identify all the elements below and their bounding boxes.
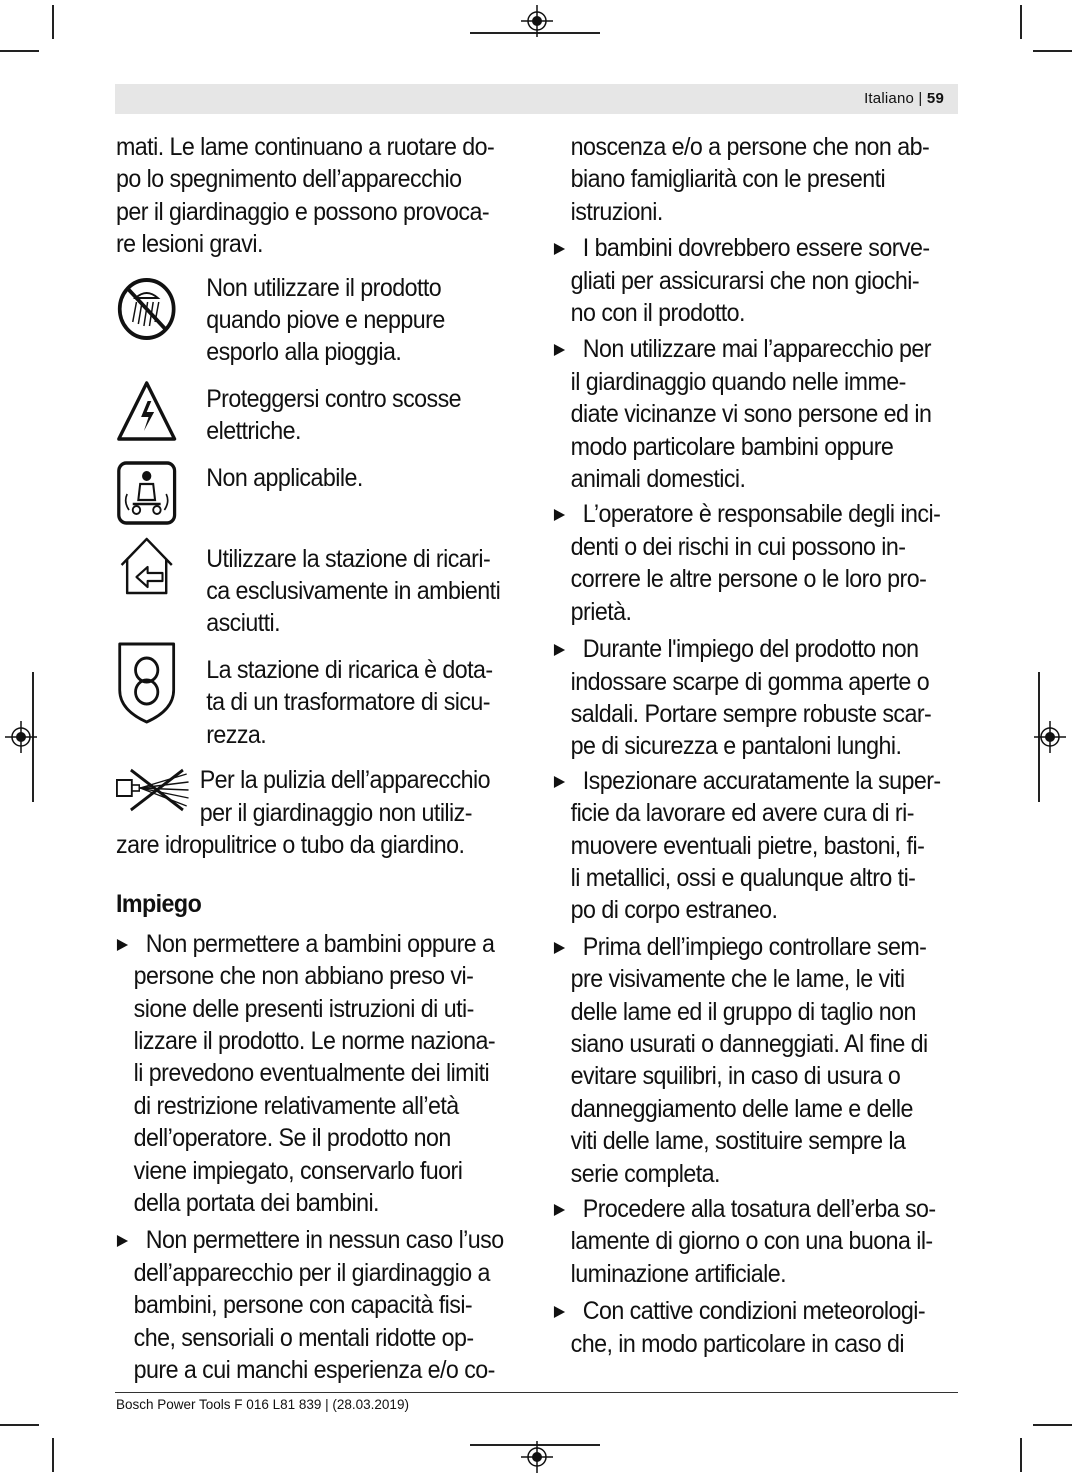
bullet-item	[553, 633, 967, 763]
bullet-text-line: Ispezionare accuratamente la super-	[582, 766, 941, 795]
bullet-text-line: ficie da lavorare ed avere cura di ri-	[570, 799, 914, 828]
bullet-text-line: Non permettere a bambini oppure a	[145, 929, 495, 958]
crop-mark	[1020, 1438, 1022, 1472]
bullet-text-line: sione delle presenti istruzioni di uti-	[133, 994, 474, 1023]
bullet-text-line: li metallici, ossi e qualunque altro ti-	[570, 863, 916, 892]
crop-mark	[1033, 1424, 1072, 1426]
symbol-row-safety-transformer	[116, 654, 525, 751]
bullet-text-line: pre visivamente che le lame, le viti	[570, 965, 905, 994]
symbol-text-line: Non utilizzare il prodotto	[206, 273, 442, 302]
bullet-text-line: danneggiamento delle lame e delle	[570, 1094, 913, 1123]
bullet-text-line: delle lame ed il gruppo di taglio non	[570, 997, 916, 1026]
symbol-text-line: Per la pulizia dell’apparecchio	[199, 766, 491, 795]
text-line: biano famigliarità con le presenti	[570, 165, 886, 194]
bullet-text-line: muovere eventuali pietre, bastoni, fi-	[570, 831, 925, 860]
registration-mark-icon	[521, 1441, 553, 1473]
page-number: 59	[926, 90, 944, 107]
bullet-text-line: siano usurati o danneggiati. Al fine di	[570, 1029, 928, 1058]
registration-mark-icon	[1034, 721, 1066, 753]
text-line: po lo spegnimento dell’apparecchio	[116, 165, 462, 194]
bullet-item	[553, 232, 967, 329]
crop-mark	[0, 50, 39, 52]
continuation-paragraph	[553, 131, 967, 228]
bullet-text-line: Durante l'impiego del prodotto non	[582, 635, 919, 664]
header-language: Italiano	[864, 90, 915, 107]
text-line: noscenza e/o a persone che non ab-	[570, 133, 930, 161]
footer-text: Bosch Power Tools F 016 L81 839 | (28.03.2019)	[116, 1397, 409, 1412]
bullet-text-line: viti delle lame, sostituire sempre la	[570, 1127, 906, 1156]
crop-mark	[52, 1438, 54, 1472]
bullet-text-line: diate vicinanze vi sono persone ed in	[570, 400, 932, 429]
bullet-text-line: dell’apparecchio per il giardinaggio a	[133, 1258, 490, 1287]
bullet-text-line: po di corpo estraneo.	[570, 896, 778, 925]
symbol-text-line: zare idropulitrice o tubo da giardino.	[116, 830, 465, 859]
safety-transformer-icon	[116, 640, 177, 724]
bullet-text-line: lizzare il prodotto. Le norme naziona-	[133, 1026, 496, 1055]
symbol-text-line: esporlo alla pioggia.	[206, 338, 402, 367]
crop-mark	[0, 1424, 39, 1426]
bullet-item	[553, 498, 967, 628]
bullet-arrow-icon	[554, 1204, 565, 1216]
bullet-item	[553, 931, 967, 1190]
bullet-text-line: correre le altre persone o le loro pro-	[570, 565, 927, 594]
bullet-text-line: Non permettere in nessun caso l’uso	[145, 1226, 504, 1255]
bullet-text-line: denti o dei rischi in cui possono in-	[570, 532, 906, 561]
bullet-text-line: saldali. Portare sempre robuste scar-	[570, 699, 932, 728]
bullet-text-line: li prevedono eventualmente dei limiti	[133, 1059, 490, 1088]
symbol-text-line: quando piove e neppure	[206, 306, 445, 335]
symbol-text-line: La stazione di ricarica è dota-	[206, 655, 493, 684]
crop-mark	[1020, 5, 1022, 39]
no-water-jet-icon	[116, 766, 190, 822]
bullet-arrow-icon	[554, 776, 565, 788]
symbol-row-indoor-use	[116, 543, 525, 640]
bullet-text-line: dell’operatore. Se il prodotto non	[133, 1124, 451, 1153]
crop-mark	[52, 5, 54, 39]
indoor-use-icon	[116, 533, 177, 599]
bullet-text-line: il giardinaggio quando nelle imme-	[570, 367, 906, 396]
bullet-arrow-icon	[117, 939, 128, 951]
bullet-arrow-icon	[554, 1306, 565, 1318]
bullet-arrow-icon	[554, 644, 565, 656]
symbol-row-no-water-jet	[116, 764, 525, 861]
registration-mark-icon	[5, 721, 37, 753]
bullet-item	[116, 1224, 525, 1386]
bullet-text-line: evitare squilibri, in caso di usura o	[570, 1062, 901, 1091]
ride-on-mower-icon	[116, 460, 177, 526]
symbol-row-not-applicable	[116, 462, 525, 520]
symbol-text-line: Proteggersi contro scosse	[206, 384, 462, 413]
page-header	[115, 84, 958, 114]
bullet-text-line: indossare scarpe di gomma aperte o	[570, 667, 930, 696]
bullet-text-line: no con il prodotto.	[570, 299, 745, 328]
bullet-text-line: persone che non abbiano preso vi-	[133, 962, 474, 991]
bullet-item	[553, 765, 967, 927]
bullet-text-line: luminazione artificiale.	[570, 1259, 787, 1288]
text-line: per il giardinaggio e possono provoca-	[116, 197, 490, 226]
no-rain-icon	[116, 276, 177, 342]
bullet-text-line: Con cattive condizioni meteorologi-	[582, 1297, 926, 1326]
bullet-item	[116, 928, 525, 1220]
symbol-text-line: per il giardinaggio non utiliz-	[199, 798, 472, 827]
bullet-arrow-icon	[554, 243, 565, 255]
bullet-arrow-icon	[554, 942, 565, 954]
symbol-text-line: elettriche.	[206, 417, 301, 446]
electric-shock-warning-icon	[116, 379, 177, 445]
bullet-item	[553, 1295, 967, 1360]
text-line: re lesioni gravi.	[116, 230, 263, 259]
symbol-text-line: ta di un trasformatore di sicu-	[206, 688, 491, 717]
symbol-text-line: Utilizzare la stazione di ricari-	[206, 544, 491, 573]
bullet-arrow-icon	[117, 1235, 128, 1247]
bullet-text-line: che, sensoriali o mentali ridotte op-	[133, 1323, 474, 1352]
bullet-text-line: pe di sicurezza e pantaloni lunghi.	[570, 732, 902, 761]
symbol-text-line: ca esclusivamente in ambienti	[206, 577, 501, 606]
bullet-text-line: pure a cui manchi esperienza e/o co-	[133, 1356, 495, 1384]
bullet-item	[553, 333, 967, 495]
bullet-text-line: lamente di giorno o con una buona il-	[570, 1227, 933, 1256]
bullet-text-line: di restrizione relativamente all’età	[133, 1091, 459, 1120]
symbol-row-no-rain	[116, 272, 525, 369]
bullet-text-line: bambini, persone con capacità fisi-	[133, 1291, 473, 1320]
bullet-text-line: animali domestici.	[570, 465, 746, 494]
bullet-text-line: viene impiegato, conservarlo fuori	[133, 1156, 463, 1185]
bullet-item	[553, 1193, 967, 1290]
header-label	[864, 90, 944, 107]
intro-paragraph	[116, 131, 525, 261]
text-line: istruzioni.	[570, 197, 663, 226]
bullet-text-line: della portata dei bambini.	[133, 1188, 379, 1217]
bullet-text-line: Non utilizzare mai l’apparecchio per	[582, 335, 931, 364]
bullet-text-line: L’operatore è responsabile degli inci-	[582, 500, 941, 529]
symbol-text-line: Non applicabile.	[206, 463, 363, 492]
bullet-arrow-icon	[554, 344, 565, 356]
symbol-text-line: asciutti.	[206, 609, 281, 638]
registration-mark-icon	[521, 5, 553, 37]
symbol-text-line: rezza.	[206, 720, 267, 749]
left-column	[116, 131, 525, 1386]
bullet-text-line: gliati per assicurarsi che non giochi-	[570, 266, 920, 295]
symbol-row-electric-shock	[116, 383, 525, 448]
crop-mark	[1033, 50, 1072, 52]
text-line: mati. Le lame continuano a ruotare do-	[116, 133, 495, 161]
bullet-text-line: Procedere alla tosatura dell’erba so-	[582, 1195, 936, 1223]
bullet-text-line: serie completa.	[570, 1159, 720, 1188]
bullet-text-line: che, in modo particolare in caso di	[570, 1329, 904, 1358]
bullet-text-line: prietà.	[570, 597, 632, 626]
footer-rule	[115, 1392, 958, 1393]
bullet-text-line: modo particolare bambini oppure	[570, 432, 894, 461]
section-heading: Impiego	[116, 890, 202, 919]
bullet-text-line: I bambini dovrebbero essere sorve-	[582, 234, 930, 263]
right-column	[553, 131, 967, 1360]
bullet-text-line: Prima dell’impiego controllare sem-	[582, 932, 927, 961]
bullet-arrow-icon	[554, 509, 565, 521]
header-separator: |	[918, 90, 923, 107]
